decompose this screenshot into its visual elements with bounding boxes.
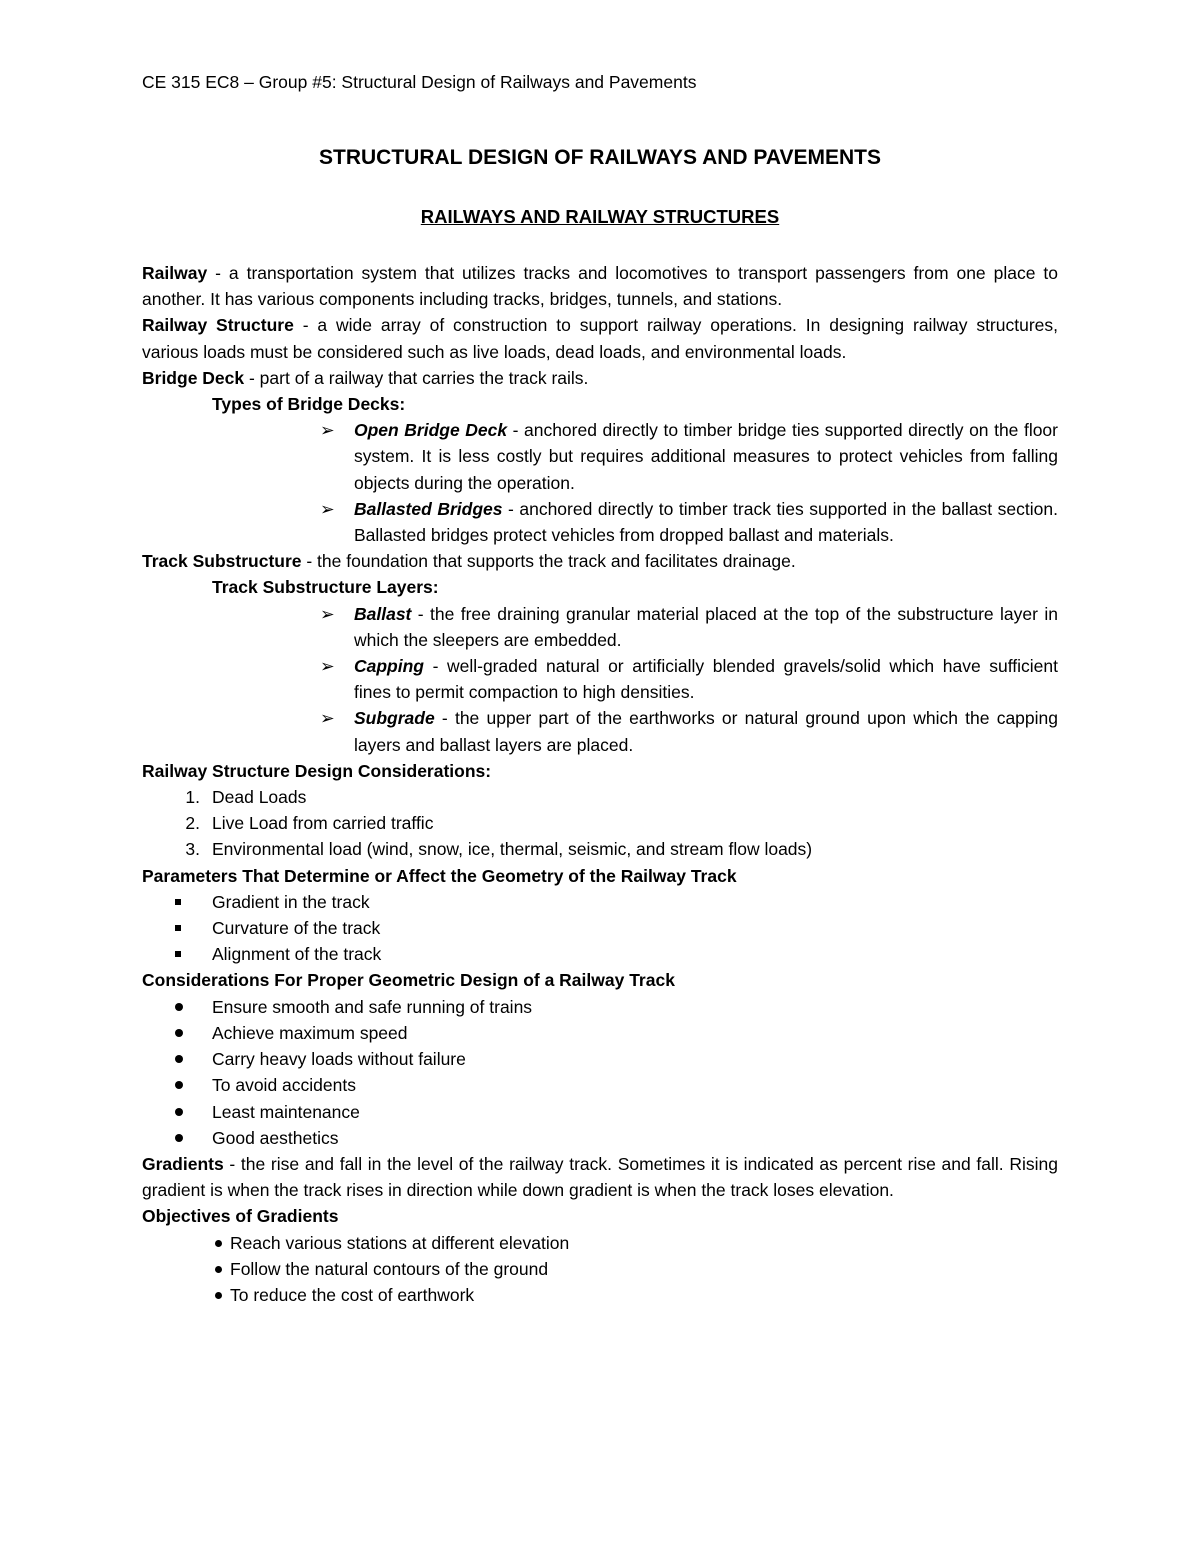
term: Open Bridge Deck [354, 420, 508, 441]
list-item-text: Achieve maximum speed [212, 1022, 408, 1043]
geometry-parameters-list [142, 889, 1058, 968]
term: Subgrade [354, 708, 435, 729]
square-bullet-icon [175, 951, 181, 957]
term: Capping [354, 656, 424, 677]
list-item-text: Reach various stations at different elevation [230, 1232, 570, 1253]
geometric-design-heading: Considerations For Proper Geometric Design of a Railway Track [142, 970, 675, 991]
definition-text: - the upper part of the earthworks or natural ground upon which the capping layers and ballast layers are placed. [354, 708, 1058, 755]
list-item [142, 417, 1058, 496]
term: Gradients [142, 1153, 224, 1174]
arrow-bullet-icon: ➢ [320, 656, 335, 677]
dot-bullet-icon [175, 1108, 183, 1116]
term: Ballast [354, 603, 412, 624]
list-item [142, 1256, 1058, 1282]
design-considerations-heading: Railway Structure Design Considerations: [142, 760, 492, 781]
section-title: RAILWAYS AND RAILWAY STRUCTURES [420, 206, 780, 227]
list-item [142, 1046, 1058, 1072]
list-number: 1. [185, 787, 200, 808]
list-item [142, 653, 1058, 705]
definition-text: - a wide array of construction to support railway operations. In designing railway structures, various loads must be considered such as live loads, dead loads, and environmental loads. [142, 315, 1059, 362]
substructure-layers-heading: Track Substructure Layers: [212, 577, 439, 598]
circle-bullet-icon [215, 1266, 222, 1273]
definition-text: - a transportation system that utilizes tracks and locomotives to transport passengers from one place to another. It has various components including tracks, bridges, tunnels, and stations. [142, 263, 1058, 310]
arrow-bullet-icon: ➢ [320, 708, 335, 729]
list-item [142, 705, 1058, 757]
list-item [142, 601, 1058, 653]
term: Railway Structure [142, 315, 294, 336]
dot-bullet-icon [175, 1055, 183, 1063]
definition-text: - anchored directly to timber track ties supported in the ballast section. Ballasted bridges protect vehicles from dropped ballast and materials. [354, 498, 1058, 546]
geometry-parameters-heading: Parameters That Determine or Affect the Geometry of the Railway Track [142, 865, 737, 886]
term: Railway [142, 263, 208, 283]
definition-text: - well-graded natural or artificially blended gravels/solid which have sufficient fines to permit compaction to high densities. [354, 656, 1058, 703]
list-item [142, 1072, 1058, 1098]
list-item-text: To reduce the cost of earthwork [230, 1284, 475, 1305]
term: Ballasted Bridges [354, 498, 503, 519]
list-item [142, 889, 1058, 915]
gradient-objectives-heading: Objectives of Gradients [142, 1206, 339, 1227]
list-item [142, 994, 1058, 1020]
list-item [142, 1125, 1058, 1151]
list-item [142, 496, 1058, 548]
list-item-text: Good aesthetics [212, 1127, 339, 1148]
dot-bullet-icon [175, 1081, 183, 1089]
list-item [142, 941, 1058, 967]
list-item-text: Ensure smooth and safe running of trains [212, 996, 533, 1017]
term: Bridge Deck [142, 367, 245, 388]
gradient-objectives-list [142, 1230, 1058, 1309]
definition-text: - the free draining granular material placed at the top of the substructure layer in which the sleepers are embedded. [354, 603, 1058, 650]
definition-track-substructure [142, 548, 1058, 574]
document-body [142, 260, 1058, 1308]
dot-bullet-icon [175, 1134, 183, 1142]
page-header: CE 315 EC8 – Group #5: Structural Design of Railways and Pavements [142, 72, 697, 92]
dot-bullet-icon [175, 1003, 183, 1011]
list-item [142, 1020, 1058, 1046]
list-item [142, 1230, 1058, 1256]
bridge-deck-types-list [142, 417, 1058, 548]
definition-railway-structure [142, 312, 1058, 364]
list-item [142, 1282, 1058, 1308]
definition-text: - part of a railway that carries the track rails. [244, 367, 589, 388]
definition-bridge-deck [142, 365, 1058, 391]
definition-gradients [142, 1151, 1058, 1203]
square-bullet-icon [175, 925, 181, 931]
dot-bullet-icon [175, 1029, 183, 1037]
list-number: 2. [185, 813, 200, 834]
definition-text: - anchored directly to timber bridge ties supported directly on the floor system. It is less costly but requires additional measures to protect vehicles from falling objects during the operation. [354, 420, 1058, 493]
list-item-text: Curvature of the track [212, 918, 381, 939]
arrow-bullet-icon: ➢ [320, 603, 335, 624]
list-item-text: To avoid accidents [212, 1075, 356, 1096]
term: Track Substructure [142, 551, 302, 572]
list-item-text: Dead Loads [212, 787, 307, 808]
circle-bullet-icon [215, 1240, 222, 1247]
arrow-bullet-icon: ➢ [320, 498, 335, 519]
square-bullet-icon [175, 899, 181, 905]
bridge-deck-types-heading: Types of Bridge Decks: [212, 394, 406, 415]
definition-railway [142, 260, 1058, 312]
list-item [142, 836, 1058, 862]
list-item-text: Environmental load (wind, snow, ice, thermal, seismic, and stream flow loads) [212, 839, 813, 860]
geometric-design-list [142, 994, 1058, 1151]
list-item-text: Alignment of the track [212, 944, 382, 965]
definition-text: - the rise and fall in the level of the railway track. Sometimes it is indicated as percent rise and fall. Rising gradient is when the track rises in direction while down gradient is when the track loses elevation. [142, 1153, 1058, 1201]
definition-text: - the foundation that supports the track and facilitates drainage. [301, 551, 796, 572]
arrow-bullet-icon: ➢ [320, 420, 335, 441]
list-item-text: Follow the natural contours of the ground [230, 1258, 549, 1279]
list-item [142, 915, 1058, 941]
page-title: STRUCTURAL DESIGN OF RAILWAYS AND PAVEMENTS [319, 146, 881, 169]
list-item [142, 784, 1058, 810]
list-item [142, 1099, 1058, 1125]
list-item-text: Carry heavy loads without failure [212, 1049, 466, 1070]
list-item-text: Gradient in the track [212, 891, 370, 912]
design-considerations-list [142, 784, 1058, 863]
list-item-text: Live Load from carried traffic [212, 813, 434, 834]
list-number: 3. [185, 839, 200, 860]
circle-bullet-icon [215, 1292, 222, 1299]
list-item-text: Least maintenance [212, 1101, 360, 1122]
list-item [142, 810, 1058, 836]
substructure-layers-list [142, 601, 1058, 758]
